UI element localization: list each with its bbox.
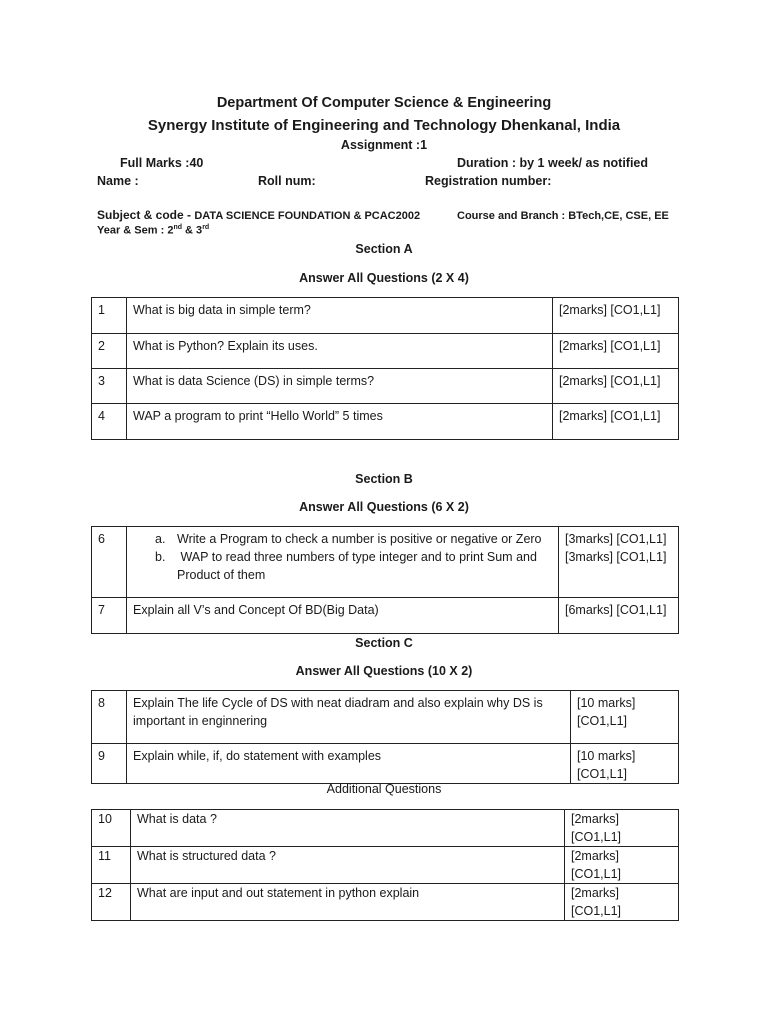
question-marks: [2marks] [CO1,L1] <box>565 810 679 847</box>
question-number: 1 <box>92 298 127 334</box>
course-branch: Course and Branch : BTech,CE, CSE, EE <box>457 210 669 222</box>
question-marks <box>571 691 679 744</box>
section-b-table <box>91 526 679 634</box>
question-marks: [2marks] [CO1,L1] <box>553 334 679 369</box>
marks-line-1: [10 marks] <box>577 749 636 763</box>
table-row <box>92 691 679 744</box>
question-text: What is Python? Explain its uses. <box>127 334 553 369</box>
question-text <box>127 527 559 598</box>
marks-a: [3marks] [CO1,L1] <box>565 532 667 546</box>
roll-num-label: Roll num: <box>258 174 316 188</box>
question-text: Explain while, if, do statement with examples <box>127 744 571 784</box>
year-sem-mid: & 3 <box>182 224 203 237</box>
table-row <box>92 527 679 598</box>
question-number: 12 <box>92 884 131 921</box>
question-marks: [2marks] [CO1,L1] <box>565 847 679 884</box>
question-number: 11 <box>92 847 131 884</box>
question-number: 6 <box>92 527 127 598</box>
table-row <box>92 404 679 440</box>
section-c-instruction: Answer All Questions (10 X 2) <box>295 664 473 678</box>
subject-value: DATA SCIENCE FOUNDATION & PCAC2002 <box>194 210 421 222</box>
year-sem <box>97 224 209 237</box>
sub-text-a: Write a Program to check a number is positive or negative or Zero <box>177 532 542 546</box>
assignment-label: Assignment :1 <box>340 138 428 152</box>
question-marks <box>559 527 679 598</box>
table-row <box>92 744 679 784</box>
table-row <box>92 810 679 847</box>
question-marks: [2marks] [CO1,L1] <box>565 884 679 921</box>
year-sem-prefix: Year & Sem : 2 <box>97 224 174 237</box>
registration-label: Registration number: <box>425 174 552 188</box>
section-a-title: Section A <box>355 242 413 256</box>
question-line-2: important in enginnering <box>133 714 268 728</box>
question-text: What is data ? <box>131 810 565 847</box>
question-number: 2 <box>92 334 127 369</box>
question-number: 4 <box>92 404 127 440</box>
question-text <box>127 691 571 744</box>
table-row <box>92 598 679 634</box>
table-row <box>92 847 679 884</box>
question-marks: [2marks] [CO1,L1] <box>553 369 679 404</box>
question-text: What is big data in simple term? <box>127 298 553 334</box>
sub-label-a: a. <box>155 532 166 546</box>
year-sup: nd <box>173 224 182 231</box>
additional-table <box>91 809 679 921</box>
subject-label: Subject & code - <box>97 208 192 222</box>
additional-questions-title: Additional Questions <box>326 782 442 796</box>
question-marks <box>571 744 679 784</box>
table-row <box>92 334 679 369</box>
sub-question-a <box>133 530 552 548</box>
question-text: What is structured data ? <box>131 847 565 884</box>
marks-line-2: [CO1,L1] <box>577 714 628 728</box>
marks-line-1: [10 marks] <box>577 696 636 710</box>
section-b-title: Section B <box>355 472 413 486</box>
marks-line-2: [CO1,L1] <box>577 767 628 781</box>
question-line-1: Explain The life Cycle of DS with neat diadram and also explain why DS is <box>133 696 543 710</box>
question-marks: [2marks] [CO1,L1] <box>553 404 679 440</box>
section-a-instruction: Answer All Questions (2 X 4) <box>299 271 469 285</box>
question-marks: [6marks] [CO1,L1] <box>559 598 679 634</box>
question-number: 8 <box>92 691 127 744</box>
institute-title: Synergy Institute of Engineering and Technology Dhenkanal, India <box>147 117 621 134</box>
question-marks: [2marks] [CO1,L1] <box>553 298 679 334</box>
question-text: Explain all V’s and Concept Of BD(Big Data) <box>127 598 559 634</box>
question-text: WAP a program to print “Hello World” 5 times <box>127 404 553 440</box>
subject-line <box>97 208 420 222</box>
question-number: 3 <box>92 369 127 404</box>
duration: Duration : by 1 week/ as notified <box>457 156 649 170</box>
section-b-instruction: Answer All Questions (6 X 2) <box>299 500 469 514</box>
sub-text-b: WAP to read three numbers of type integer and to print Sum and <box>177 550 537 564</box>
marks-b: [3marks] [CO1,L1] <box>565 550 667 564</box>
table-row <box>92 298 679 334</box>
question-number: 9 <box>92 744 127 784</box>
question-number: 10 <box>92 810 131 847</box>
section-c-table <box>91 690 679 784</box>
department-title: Department Of Computer Science & Engineering <box>216 95 552 111</box>
sub-label-b: b. <box>155 550 166 564</box>
table-row <box>92 369 679 404</box>
table-row <box>92 884 679 921</box>
name-field-label: Name : <box>97 174 139 188</box>
question-text: What are input and out statement in python explain <box>131 884 565 921</box>
full-marks: Full Marks :40 <box>120 156 204 170</box>
sub-question-b <box>133 548 552 566</box>
question-text: What is data Science (DS) in simple terms? <box>127 369 553 404</box>
section-a-table <box>91 297 679 440</box>
section-c-title: Section C <box>355 636 413 650</box>
sub-question-b-cont: Product of them <box>177 568 266 582</box>
question-number: 7 <box>92 598 127 634</box>
sem-sup: rd <box>202 224 210 231</box>
